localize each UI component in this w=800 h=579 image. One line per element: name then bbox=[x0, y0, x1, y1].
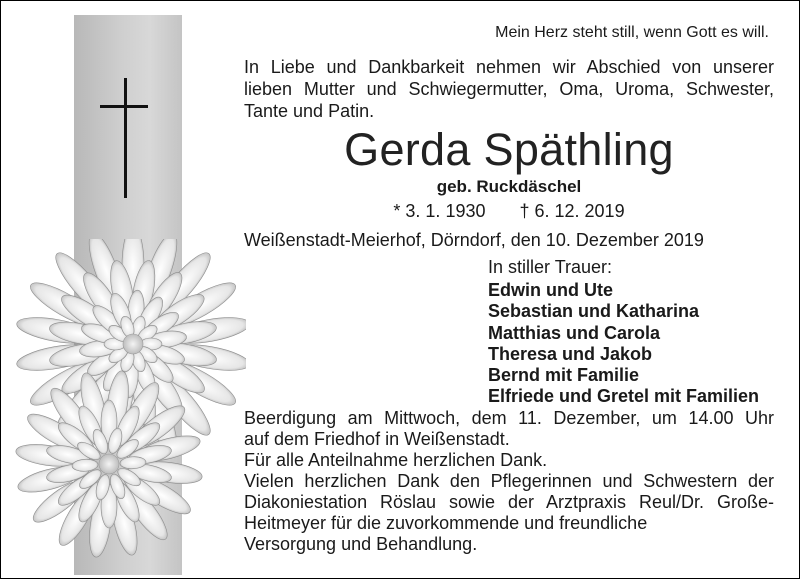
intro-text bbox=[244, 56, 774, 122]
dahlia-flowers-image bbox=[1, 239, 246, 579]
mourner: Bernd mit Familie bbox=[488, 365, 640, 386]
place-date: Weißenstadt-Meierhof, Dörndorf, den 10. Dezember 2019 bbox=[244, 230, 704, 250]
life-dates bbox=[244, 201, 774, 222]
funeral-line: Beerdigung am Mittwoch, dem 11. Dezember, um 14.00 Uhr bbox=[244, 408, 774, 428]
motto: Mein Herz steht still, wenn Gott es will. bbox=[495, 24, 769, 41]
mourner: Matthias und Carola bbox=[488, 322, 661, 343]
funeral-line: Heitmeyer für die zuvorkommende und freundliche bbox=[244, 513, 648, 533]
death-date: † 6. 12. 2019 bbox=[519, 201, 625, 221]
cross-icon bbox=[124, 78, 127, 198]
birth-date: * 3. 1. 1930 bbox=[393, 201, 486, 221]
mourner: Elfriede und Gretel mit Familien bbox=[488, 386, 760, 407]
funeral-line: Für alle Anteilnahme herzlichen Dank. bbox=[244, 450, 548, 470]
funeral-line: Vielen herzlichen Dank den Pflegerinnen und Schwestern der bbox=[244, 471, 774, 491]
mourner: Theresa und Jakob bbox=[488, 343, 653, 364]
mourner: Edwin und Ute bbox=[488, 280, 613, 300]
funeral-line: auf dem Friedhof in Weißenstadt. bbox=[244, 429, 510, 449]
cross-icon-bar bbox=[100, 105, 148, 108]
intro-line: In Liebe und Dankbarkeit nehmen wir Abschied von unserer bbox=[244, 57, 774, 77]
deceased-name: Gerda Späthling bbox=[344, 124, 674, 175]
mourner: Sebastian und Katharina bbox=[488, 301, 700, 322]
intro-line: lieben Mutter und Schwiegermutter, Oma, Uroma, Schwester, bbox=[244, 79, 774, 99]
birth-name: geb. Ruckdäschel bbox=[436, 177, 582, 196]
intro-line: Tante und Patin. bbox=[244, 101, 375, 121]
mourning-label: In stiller Trauer: bbox=[488, 257, 613, 277]
funeral-line: Versorgung und Behandlung. bbox=[244, 534, 478, 554]
mourners-list bbox=[488, 280, 759, 408]
funeral-info bbox=[244, 408, 774, 555]
funeral-line: Diakoniestation Röslau sowie der Arztpraxis Reul/Dr. Große- bbox=[244, 492, 774, 512]
